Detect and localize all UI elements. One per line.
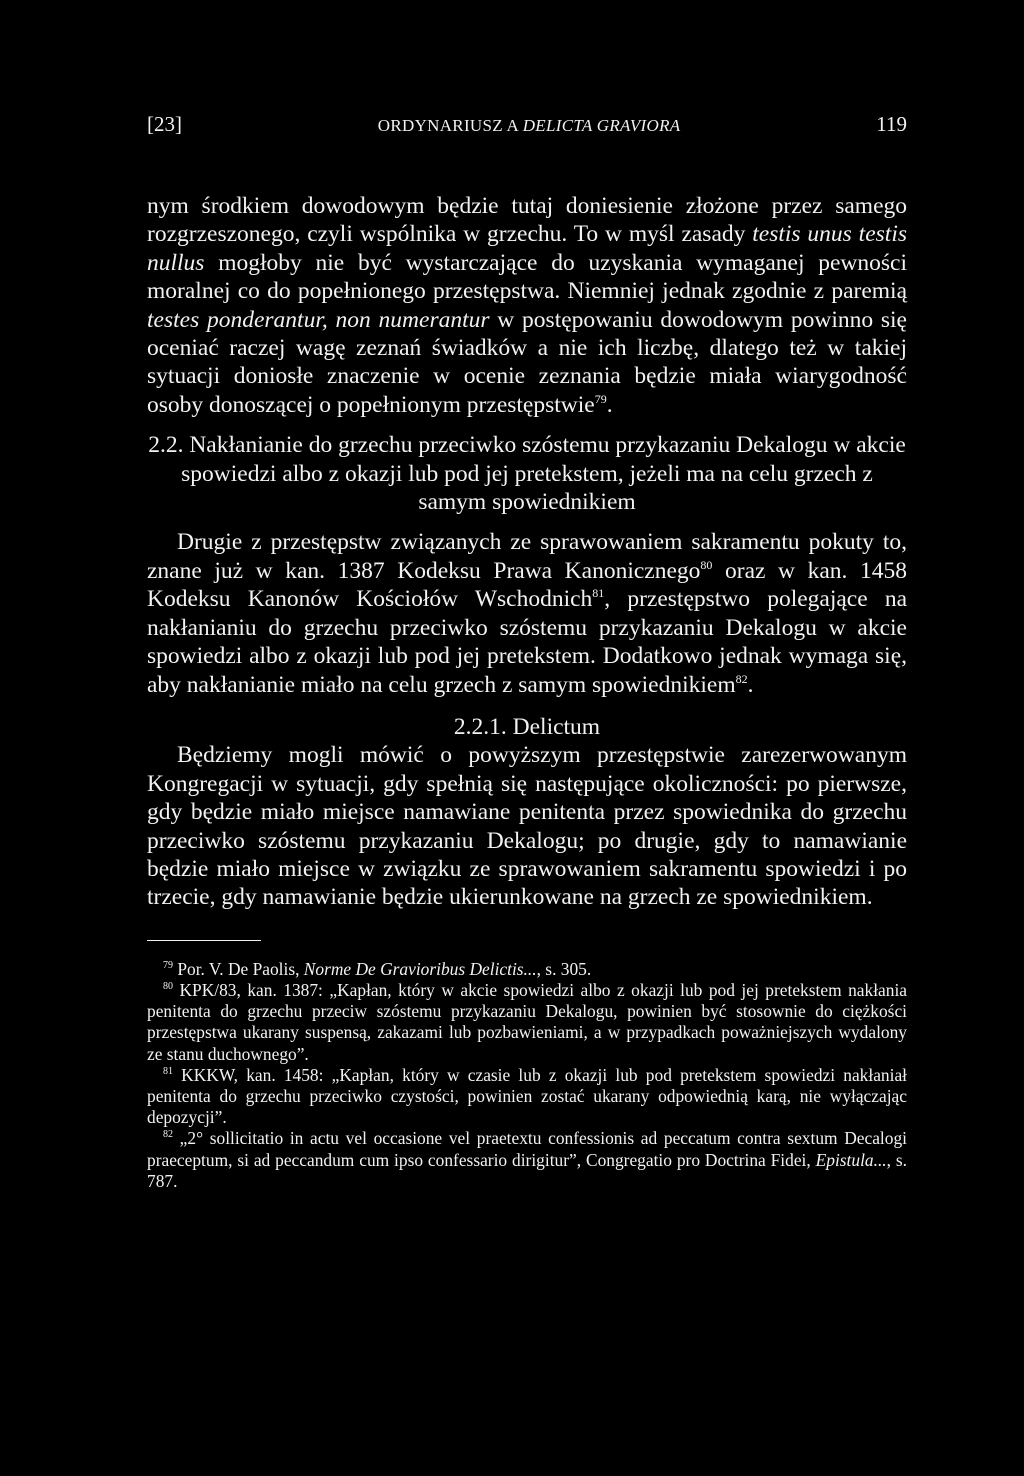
footnote-text: , s. 305. <box>536 958 592 979</box>
paragraph-2-text-d: . <box>747 671 754 698</box>
footnote-ref-81[interactable]: 81 <box>592 586 605 601</box>
paragraph-3: Będziemy mogli mówić o powyższym przestępstwie zarezerwowanym Kongregacji w sytuacji, gdy spełnią się następujące okoliczności: po pierwsze, gdy będzie miało miejsce namawiane penitenta przez spowiednika do grzechu przeciwko szóstemu przykazaniu Dekalogu; po drugie, gdy to namawianie będzie miało miejsce w związku ze sprawowaniem sakramentu spowiedzi i po trzecie, gdy namawianie będzie ukierunkowane na grzech ze spowiednikiem. <box>147 742 907 911</box>
footnote-italic-title: Epistula... <box>815 1149 887 1170</box>
footnote-ref-80[interactable]: 80 <box>700 557 713 572</box>
footnote-number: 82 <box>163 1129 173 1141</box>
header-page-ref: [23] <box>147 112 182 136</box>
paragraph-2-text-c: , przestępstwo polegające na nakłanianiu do grzechu przeciwko szóstemu przykazaniu Dekalogu w akcie spowiedzi albo z okazji lub pod jej pretekstem. Dodatkowo jednak wymaga się, aby nakłanianie miało na celu grzech z samym spowiednikiem <box>147 586 907 698</box>
footnote-79 <box>147 959 907 980</box>
header-title-prefix: ORDYNARIUSZ A <box>377 116 523 135</box>
body-text <box>147 192 907 912</box>
footnote-number: 79 <box>163 959 173 971</box>
paragraph-1-text-b: mogłoby nie być wystarczające do uzyskania wymaganej pewności moralnej co do popełnionego przestępstwa. Niemniej jednak zgodnie z paremią <box>147 249 907 305</box>
footnote-text: Por. V. De Paolis, <box>173 958 304 979</box>
paragraph-2-text-a: Drugie z przestępstw związanych ze sprawowaniem sakramentu pokuty to, znane już w kan. 1387 Kodeksu Prawa Kanonicznego <box>147 529 907 584</box>
footnote-text: KPK/83, kan. 1387: „Kapłan, który w akcie spowiedzi albo z okazji lub pod jej pretekstem nakłania penitenta do grzechu przeciw szóstemu przykazaniu Dekalogu, powinien być stosownie do ciężkości przestępstwa ukarany suspensą, zakazami lub pozbawieniami, a w przypadkach poważniejszych wydalony ze stanu duchownego”. <box>147 979 907 1064</box>
paragraph-1 <box>147 192 907 419</box>
footnote-ref-79[interactable]: 79 <box>594 391 607 406</box>
running-header <box>147 112 907 148</box>
footnote-text: , s. 787. <box>147 1149 907 1191</box>
footnote-82 <box>147 1128 907 1192</box>
header-title <box>378 116 681 136</box>
paragraph-1-text-c: w postępowaniu dowodowym powinno się oceniać raczej wagę zeznań świadków a nie ich liczbę, dlatego też w takiej sytuacji doniosłe znaczenie w ocenie zeznania będzie miała wiarygodność osoby donoszącej o popełnionym przestępstwie <box>147 306 907 418</box>
footnote-number: 81 <box>163 1065 173 1077</box>
subsection-heading-2-2-1: 2.2.1. Delictum <box>453 713 601 740</box>
footnote-text: „2° sollicitatio in actu vel occasione vel praetextu confessionis ad peccatum contra sextum Decalogi praeceptum, si ad peccandum cum ipso confessario dirigitur”, Congregatio pro Doctrina Fidei, <box>147 1128 907 1170</box>
section-heading-2-2: 2.2. Nakłanianie do grzechu przeciwko szóstemu przykazaniu Dekalogu w akcie spowiedzi albo z okazji lub pod jej pretekstem, jeżeli ma na celu grzech z samym spowiednikiem <box>148 432 906 516</box>
document-page <box>147 112 907 1192</box>
footnote-italic-title: Norme De Gravioribus Delictis... <box>303 958 537 979</box>
footnote-text: KKKW, kan. 1458: „Kapłan, który w czasie lub z okazji lub pod pretekstem spowiedzi nakłaniał penitenta do grzechu przeciwko czystości, powinien zostać ukarany odpowiednią karą, nie wyłączając depozycji”. <box>147 1064 907 1128</box>
header-page-number: 119 <box>876 112 907 136</box>
footnotes <box>147 959 907 1192</box>
footnote-divider <box>147 940 261 941</box>
footnote-ref-82[interactable]: 82 <box>735 671 748 686</box>
paragraph-2 <box>147 528 907 698</box>
paragraph-1-text-a: nym środkiem dowodowym będzie tutaj doniesienie złożone przez samego rozgrzeszonego, czyli wspólnika w grzechu. To w myśl zasady <box>147 193 907 248</box>
latin-phrase-testis: testis unus testis nullus <box>147 221 907 276</box>
footnote-number: 80 <box>163 980 173 992</box>
header-title-italic: DELICTA GRAVIORA <box>522 116 681 135</box>
footnote-80 <box>147 980 907 1065</box>
paragraph-1-text-d: . <box>606 391 613 418</box>
paragraph-2-text-b: oraz w kan. 1458 Kodeksu Kanonów Kościołów Wschodnich <box>147 557 907 613</box>
latin-phrase-testes: testes ponderantur, non numerantur <box>147 306 490 333</box>
footnote-81 <box>147 1065 907 1129</box>
